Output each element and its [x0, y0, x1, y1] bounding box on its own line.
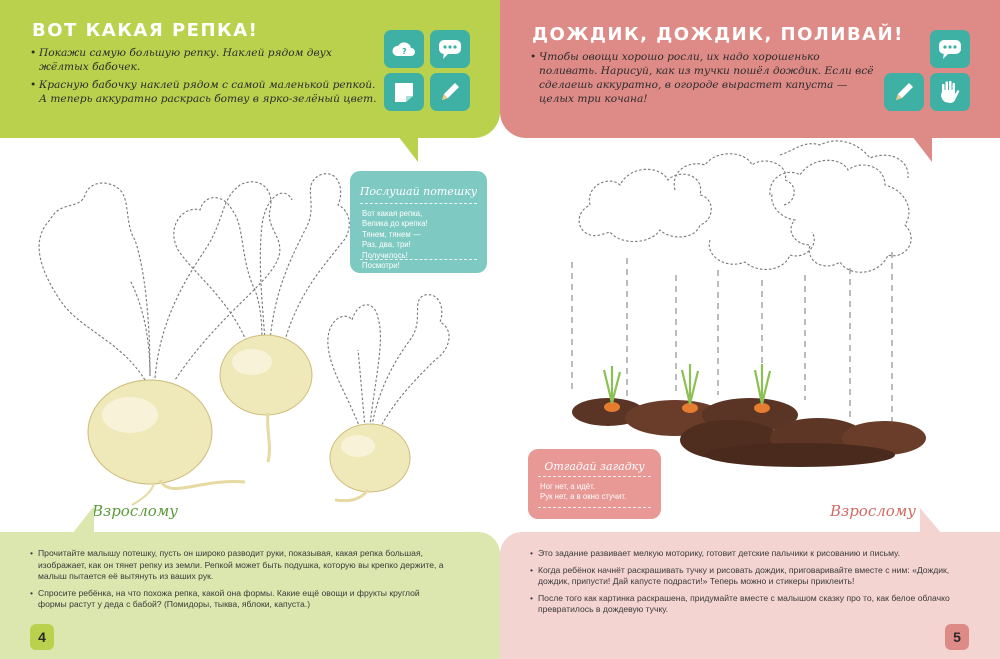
right-page-title: ДОЖДИК, ДОЖДИК, ПОЛИВАЙ! — [532, 24, 904, 45]
right-adult-notes — [530, 548, 950, 621]
riddle-title: Отгадай загадку — [544, 460, 645, 473]
right-adult-tail — [920, 508, 942, 534]
left-adult-label: Взрослому — [92, 502, 178, 520]
card-divider — [360, 259, 477, 260]
card-divider — [538, 507, 651, 508]
left-instruction-2: • Красную бабочку наклей рядом с самой маленькой репкой. А теперь аккуратно раскрась ботву в ярко-зелёный цвет. — [30, 78, 378, 106]
page-number-left: 4 — [30, 624, 54, 650]
turnip-large — [88, 380, 245, 505]
rhyme-line: Раз, два, три! — [362, 240, 411, 250]
turnip-medium — [220, 335, 312, 462]
card-divider — [538, 476, 651, 477]
nursery-rhyme-text — [362, 209, 428, 271]
right-instruction-1: • Чтобы овощи хорошо росли, их надо хорошенько поливать. Нарисуй, как из тучки пошёл дождик. Если всё сделаешь аккуратно, в огороде вырастет капуста — целых три кочана! — [530, 50, 875, 106]
nursery-rhyme-card — [350, 171, 487, 273]
turnip-small — [330, 424, 410, 501]
rhyme-line: Вот какая репка, — [362, 209, 423, 218]
adult-note: • После того как картинка раскрашена, придумайте вместе с малышом сказку про то, как белое облачко превратилось в дождевую тучку. — [530, 593, 950, 616]
left-header-tail — [398, 136, 418, 162]
adult-note: • Прочитайте малышу потешку, пусть он широко разводит руки, показывая, какая репка большая, изображает, как он тянет репку из земли. Репкой может быть подушка, которую вы крепко держите, а малыш пытается её вытянуть из ваших рук. — [30, 548, 450, 583]
rain-garden-illustration — [500, 0, 1000, 520]
cloud-outline — [579, 141, 911, 272]
rhyme-line: Получилось! — [362, 250, 408, 260]
rhyme-line: Посмотри! — [362, 261, 400, 271]
riddle-text — [540, 482, 626, 503]
right-page — [500, 0, 1000, 659]
svg-text:?: ? — [402, 47, 407, 56]
card-divider — [360, 203, 477, 204]
riddle-line: Рук нет, а в окно стучит. — [540, 492, 627, 502]
right-header-tail — [912, 136, 932, 162]
adult-note: • Когда ребёнок начнёт раскрашивать тучку и рисовать дождик, приговаривайте вместе с ним: «Дождик, дождик, припусти! Дай капусте подрасти!» Теперь можно и стикеры приклеить! — [530, 565, 950, 588]
adult-note: • Спросите ребёнка, на что похожа репка, какой она формы. Какие ещё овощи и фрукты круглой формы растут у деда с бабой? (Помидоры, тыква, яблоки, капуста.) — [30, 588, 450, 611]
left-instruction-1: • Покажи самую большую репку. Наклей рядом двух жёлтых бабочек. — [30, 46, 378, 74]
page-number-right: 5 — [945, 624, 969, 650]
adult-note: • Это задание развивает мелкую моторику, готовит детские пальчики к рисованию и письму. — [530, 548, 950, 560]
left-adult-notes — [30, 548, 450, 616]
riddle-card — [528, 449, 661, 519]
rhyme-line: Тянем, тянем — — [362, 229, 421, 239]
nursery-rhyme-title: Послушай потешку — [359, 185, 478, 198]
right-adult-label: Взрослому — [830, 502, 916, 520]
riddle-line: Ног нет, а идёт. — [540, 482, 596, 491]
left-adult-tail — [72, 506, 94, 534]
left-page-title: ВОТ КАКАЯ РЕПКА! — [32, 20, 259, 41]
rhyme-line: Велика до крепка! — [362, 219, 428, 229]
